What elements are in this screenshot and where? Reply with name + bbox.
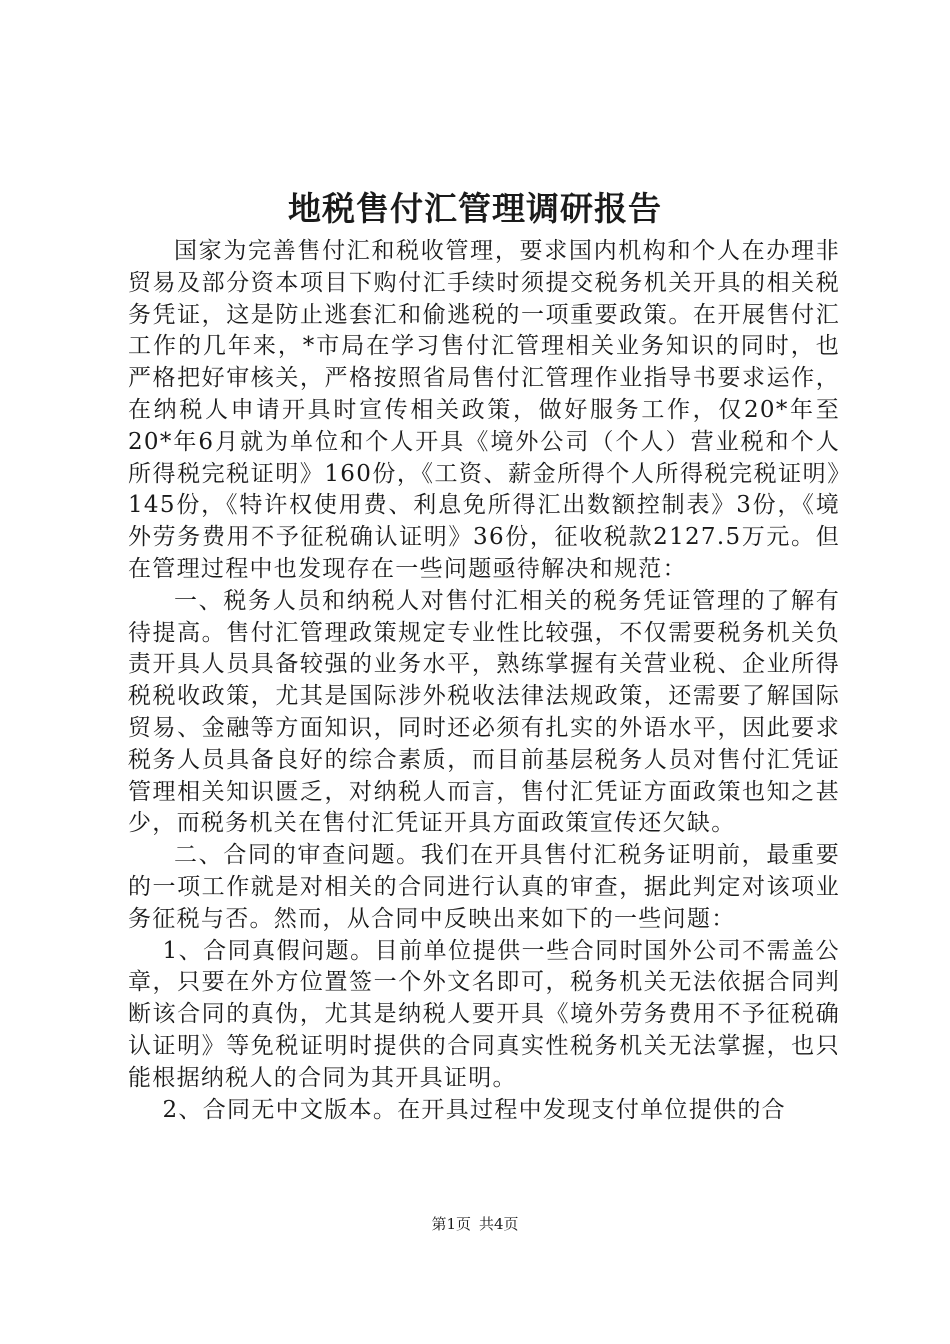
paragraph-section-two: 二、合同的审查问题。我们在开具售付汇税务证明前，最重要的一项工作就是对相关的合同进行认真的审查，据此判定对该项业务征税与否。然而，从合同中反映出来如下的一些问题：: [128, 842, 840, 932]
paragraph-intro: 国家为完善售付汇和税收管理，要求国内机构和个人在办理非贸易及部分资本项目下购付汇手续时须提交税务机关开具的相关税务凭证，这是防止逃套汇和偷逃税的一项重要政策。在开展售付汇工作的几年来，*市局在学习售付汇管理相关业务知识的同时，也严格把好审核关，严格按照省局售付汇管理作业指导书要求运作，在纳税人申请开具时宣传相关政策，做好服务工作，仅20*年至20*年6月就为单位和个人开具《境外公司（个人）营业税和个人所得税完税证明》160份，《工资、薪金所得个人所得税完税证明》145份，《特许权使用费、利息免所得汇出数额控制表》3份，《境外劳务费用不予征税确认证明》36份，征收税款2127.5万元。但在管理过程中也发现存在一些问题亟待解决和规范：: [128, 238, 840, 582]
paragraph-item-one: 1、合同真假问题。目前单位提供一些合同时国外公司不需盖公章，只要在外方位置签一个外文名即可，税务机关无法依据合同判断该合同的真伪，尤其是纳税人要开具《境外劳务费用不予征税确认证明》等免税证明时提供的合同真实性税务机关无法掌握，也只能根据纳税人的合同为其开具证明。: [128, 937, 840, 1091]
page-number: 第1页: [431, 1215, 471, 1233]
page-total: 共4页: [479, 1215, 519, 1233]
document-title: 地税售付汇管理调研报告: [288, 189, 662, 228]
document-body: [128, 236, 840, 1126]
paragraph-item-two: 2、合同无中文版本。在开具过程中发现支付单位提供的合: [162, 1096, 786, 1123]
paragraph-section-one: 一、税务人员和纳税人对售付汇相关的税务凭证管理的了解有待提高。售付汇管理政策规定专业性比较强，不仅需要税务机关负责开具人员具备较强的业务水平，熟练掌握有关营业税、企业所得税税收政策，尤其是国际涉外税收法律法规政策，还需要了解国际贸易、金融等方面知识，同时还必须有扎实的外语水平，因此要求税务人员具备良好的综合素质，而目前基层税务人员对售付汇凭证管理相关知识匮乏，对纳税人而言，售付汇凭证方面政策也知之甚少，而税务机关在售付汇凭证开具方面政策宣传还欠缺。: [128, 587, 840, 837]
page-footer: [0, 1214, 950, 1234]
